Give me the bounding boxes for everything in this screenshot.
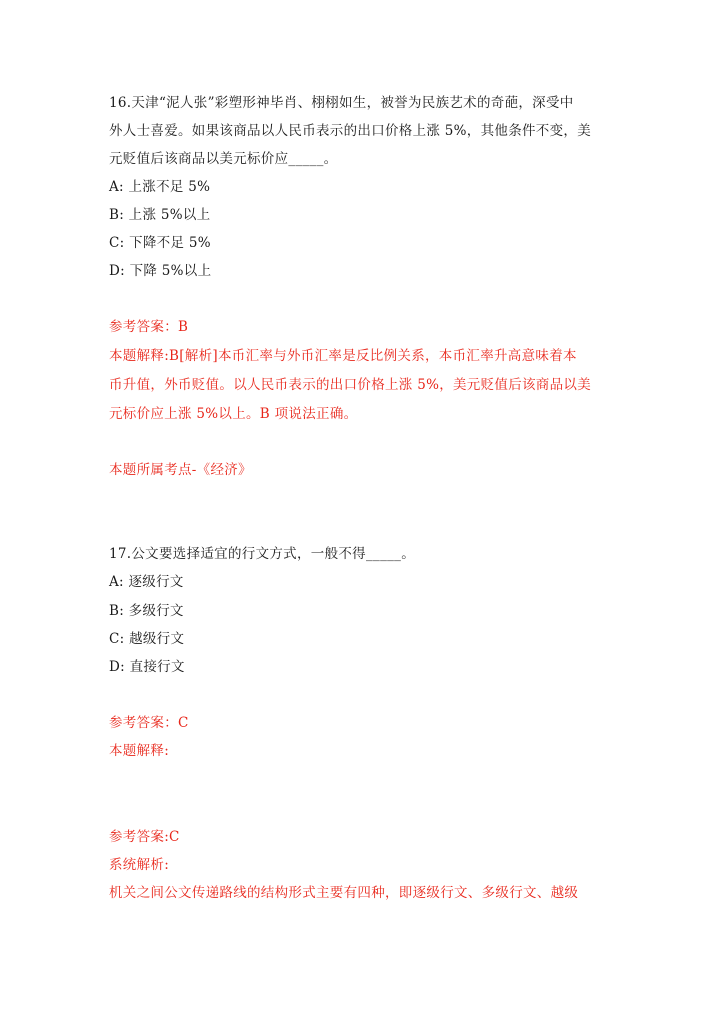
q16-topic: 本题所属考点-《经济》 bbox=[109, 462, 252, 478]
q16-answer: 参考答案：B bbox=[109, 319, 189, 335]
q16-stem-line-1: 16.天津“泥人张”彩塑形神毕肖、栩栩如生，被誉为民族艺术的奇葩，深受中 bbox=[109, 95, 574, 111]
q16-option-a: A: 上涨不足 5% bbox=[109, 179, 211, 195]
q17-stem: 17.公文要选择适宜的行文方式，一般不得_____。 bbox=[109, 546, 416, 562]
q16-stem-line-3: 元贬值后该商品以美元标价应_____。 bbox=[109, 151, 338, 167]
q16-option-d: D: 下降 5%以上 bbox=[109, 263, 212, 279]
q17-answer-2: 参考答案:C bbox=[109, 829, 180, 845]
q17-explanation-label: 本题解释: bbox=[109, 743, 170, 759]
q16-explanation-line-2: 币升值，外币贬值。以人民币表示的出口价格上涨 5%，美元贬值后该商品以美 bbox=[109, 377, 592, 393]
q16-explanation-line-1: 本题解释:B[解析]本币汇率与外币汇率是反比例关系，本币汇率升高意味着本 bbox=[109, 348, 577, 364]
q17-option-c: C: 越级行文 bbox=[109, 631, 185, 647]
q17-system-explanation: 机关之间公文传递路线的结构形式主要有四种，即逐级行文、多级行文、越级 bbox=[109, 885, 579, 901]
q17-option-a: A: 逐级行文 bbox=[109, 574, 184, 590]
q16-option-c: C: 下降不足 5% bbox=[109, 235, 211, 251]
q16-explanation-line-3: 元标价应上涨 5%以上。B 项说法正确。 bbox=[109, 406, 358, 422]
q17-option-b: B: 多级行文 bbox=[109, 603, 184, 619]
q17-option-d: D: 直接行文 bbox=[109, 659, 185, 675]
q17-system-label: 系统解析: bbox=[109, 857, 170, 873]
q16-option-b: B: 上涨 5%以上 bbox=[109, 207, 211, 223]
q16-stem-line-2: 外人士喜爱。如果该商品以人民币表示的出口价格上涨 5%，其他条件不变，美 bbox=[109, 123, 592, 139]
q17-answer: 参考答案：C bbox=[109, 715, 189, 731]
